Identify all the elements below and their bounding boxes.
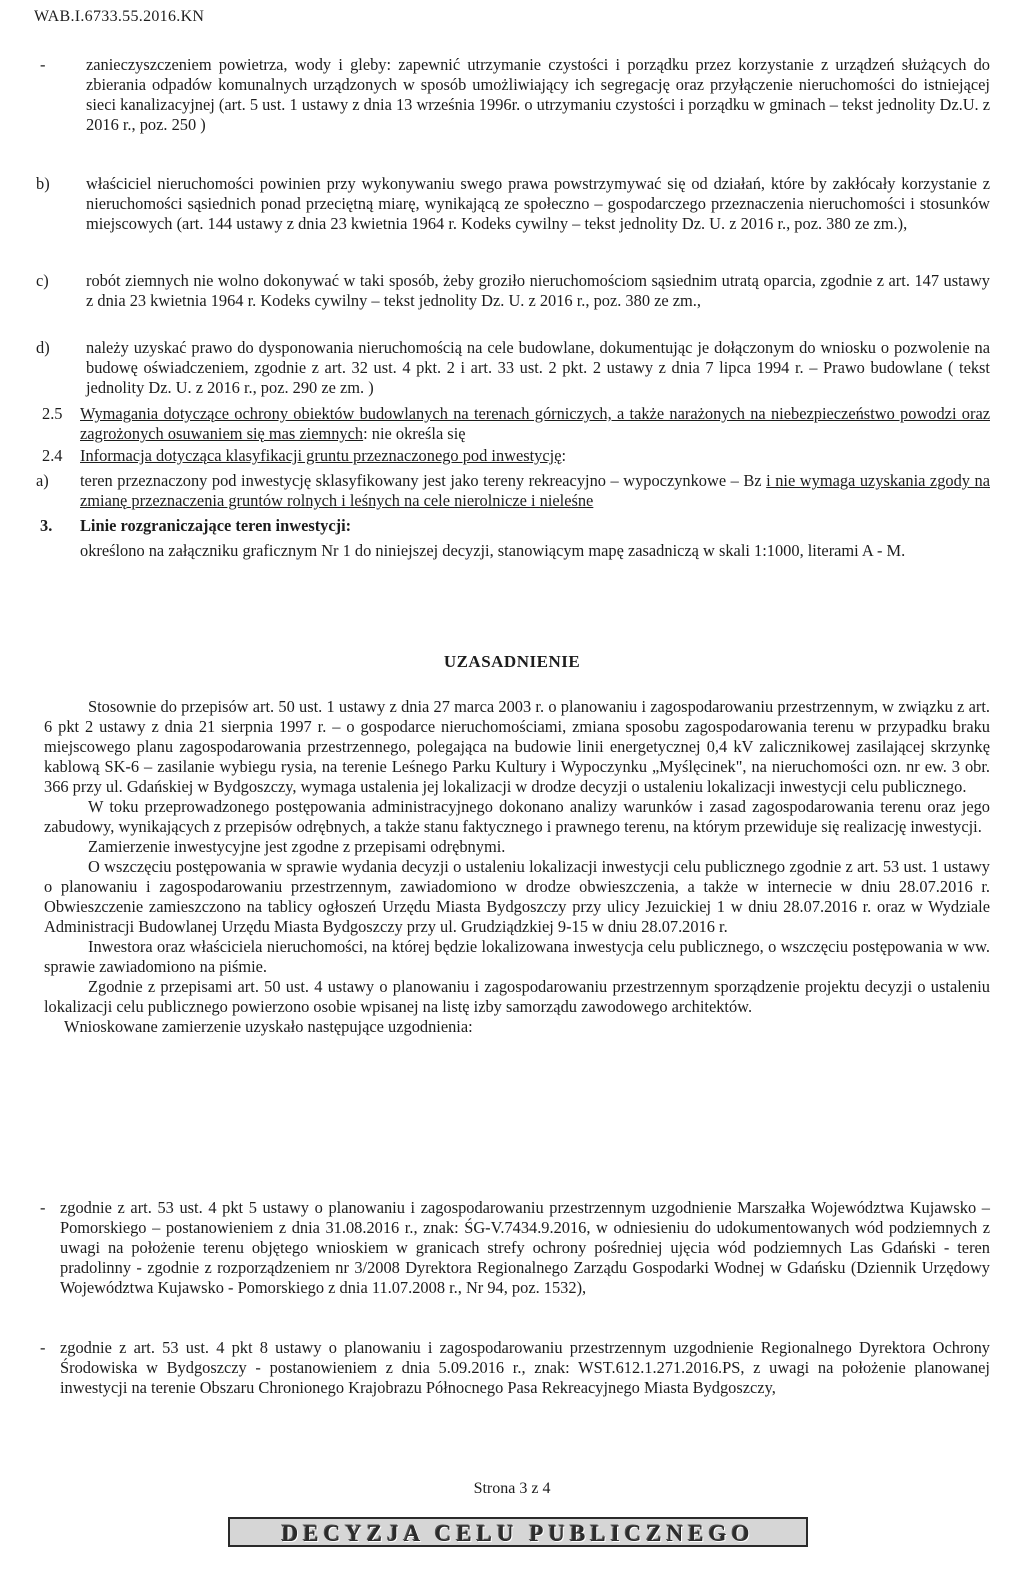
- item-b-marker: b): [36, 174, 50, 193]
- section-2-5-marker: 2.5: [42, 404, 63, 423]
- item-d-text: należy uzyskać prawo do dysponowania nieruchomością na cele budowlane, dokumentując je dołączonym do wniosku o pozwolenie na budowę oświadczeniem, zgodnie z art. 32 ust. 4 pkt. 2 i art. 33 ust. 2 pkt. 2 ustawy z dnia 7 lipca 1994 r. – Prawo budowlane ( tekst jednolity Dz. U. z 2016 r., poz. 290 ze zm. ): [86, 338, 990, 397]
- document-reference: WAB.I.6733.55.2016.KN: [34, 8, 205, 25]
- item-a: [80, 471, 990, 511]
- section-2-4-title: Informacja dotycząca klasyfikacji gruntu przeznaczonego pod inwestycję: [80, 446, 562, 465]
- justification-paragraph-5: Inwestora oraz właściciela nieruchomości, na której będzie lokalizowana inwestycja celu publicznego, o wszczęciu postępowania w ww. sprawie zawiadomiono na piśmie.: [44, 937, 990, 976]
- justification-paragraph-6: Zgodnie z przepisami art. 50 ust. 4 ustawy o planowaniu i zagospodarowaniu przestrzennym sporządzenie projektu decyzji o ustaleniu lokalizacji celu publicznego powierzono osobie wpisanej na listę izby samorządu zawodowego architektów.: [44, 977, 990, 1016]
- section-2-5-title: Wymagania dotyczące ochrony obiektów budowlanych na terenach górniczych, a także narażonych na niebezpieczeństwo powodzi oraz zagrożonych osuwaniem się mas ziemnych: [80, 404, 990, 443]
- dash-marker: -: [40, 55, 46, 74]
- section-2-4: [80, 446, 990, 466]
- section-2-5-value: : nie określa się: [363, 424, 466, 443]
- section-3-text: określono na załączniku graficznym Nr 1 do niniejszej decyzji, stanowiącym mapę zasadniczą w skali 1:1000, literami A - M.: [80, 541, 906, 560]
- item-a-underlined: i nie wymaga uzyskania zgody na zmianę przeznaczenia gruntów rolnych i leśnych na cele nierolnicze i nieleśne: [80, 471, 990, 510]
- waste-requirement-item: zanieczyszczeniem powietrza, wody i gleby: zapewnić utrzymanie czystości i porządku przez korzystanie z urządzeń służących do zbierania odpadów komunalnych urządzonych w sposób umożliwiający ich segregację oraz przyłączenie nieruchomości do istniejącej sieci kanalizacyjnej (art. 5 ust. 1 ustawy z dnia 13 września 1996r. o utrzymaniu czystości i porządku w gminach – tekst jednolity Dz.U. z 2016 r., poz. 250 ): [86, 55, 990, 134]
- justification-body: [44, 697, 990, 1037]
- justification-paragraph-4: O wszczęciu postępowania w sprawie wydania decyzji o ustaleniu lokalizacji inwestycji celu publicznego zgodnie z art. 53 ust. 1 ustawy o planowaniu i zagospodarowaniu przestrzennym, zawiadomiono w drodze obwieszczenia, a także w internecie w dniu 28.07.2016 r. Obwieszczenie zamieszczono na tablicy ogłoszeń Urzędu Miasta Bydgoszczy przy ulicy Jezuickiej 1 w dniu 28.07.2016 r. oraz w Wydziale Administracji Budowlanej Urzędu Miasta Bydgoszczy przy ul. Grudziądzkiej 9-15 w dniu 28.07.2016 r.: [44, 857, 990, 936]
- section-2-4-colon: :: [561, 446, 567, 465]
- section-2-4-marker: 2.4: [42, 446, 63, 465]
- item-a-marker: a): [36, 471, 49, 490]
- item-a-text: teren przeznaczony pod inwestycję sklasyfikowany jest jako tereny rekreacyjno – wypoczynkowe – Bz: [80, 471, 762, 490]
- section-3-title: Linie rozgraniczające teren inwestycji:: [80, 516, 352, 535]
- section-2-5: [80, 404, 990, 444]
- section-3-marker: 3.: [40, 516, 53, 535]
- page-number: Strona 3 z 4: [473, 1480, 551, 1497]
- agreement-2: zgodnie z art. 53 ust. 4 pkt 8 ustawy o planowaniu i zagospodarowaniu przestrzennym uzgodnienie Regionalnego Dyrektora Ochrony Środowiska w Bydgoszczy - postanowieniem z dnia 5.09.2016 r., znak: WST.612.1.271.2016.PS, z uwagi na położenie planowanej inwestycji na terenie Obszaru Chronionego Krajobrazu Północnego Pasa Rekreacyjnego Miasta Bydgoszczy,: [60, 1338, 990, 1397]
- agreement-1: zgodnie z art. 53 ust. 4 pkt 5 ustawy o planowaniu i zagospodarowaniu przestrzennym uzgodnienie Marszałka Województwa Kujawsko – Pomorskiego – postanowieniem z dnia 31.08.2016 r., znak: ŚG-V.7434.9.2016, w odniesieniu do udokumentowanych wód podziemnych z uwagi na położenie terenu objętego wnioskiem w granicach strefy ochrony pośredniej ujęcia wód podziemnych Las Gdański - teren pradolinny - zgodnie z rozporządzeniem nr 3/2008 Dyrektora Regionalnego Zarządu Gospodarki Wodnej w Gdańsku (Dziennik Urzędowy Województwa Kujawsko - Pomorskiego z dnia 11.07.2008 r., Nr 94, poz. 1532),: [60, 1198, 990, 1297]
- agreement-2-marker: -: [40, 1338, 46, 1357]
- justification-paragraph-3: Zamierzenie inwestycyjne jest zgodne z przepisami odrębnymi.: [88, 837, 506, 856]
- justification-paragraph-1: Stosownie do przepisów art. 50 ust. 1 ustawy z dnia 27 marca 2003 r. o planowaniu i zagospodarowaniu przestrzennym, w związku z art. 6 pkt 2 ustawy z dnia 21 sierpnia 1997 r. – o gospodarce nieruchomościami, zmiana sposobu zagospodarowania terenu w przypadku braku miejscowego planu zagospodarowania przestrzennego, polegająca na budowie linii energetycznej 0,4 kV zalicznikowej zasilającej skrzynkę kablową SK-6 – zasilanie wybiegu rysia, na terenie Leśnego Parku Kultury i Wypoczynku „Myślęcinek", na nieruchomości ozn. nr ew. 3 obr. 366 przy ul. Gdańskiej w Bydgoszczy, wymaga ustalenia jej lokalizacji w drodze decyzji o ustaleniu lokalizacji inwestycji celu publicznego.: [44, 697, 990, 796]
- agreements-intro: Wnioskowane zamierzenie uzyskało następujące uzgodnienia:: [64, 1017, 473, 1036]
- item-b-text: właściciel nieruchomości powinien przy wykonywaniu swego prawa powstrzymywać się od działań, które by zakłócały korzystanie z nieruchomości sąsiednich ponad przeciętną miarę, wynikającą ze społeczno – gospodarczego przeznaczenia nieruchomości i stosunków miejscowych (art. 144 ustawy z dnia 23 kwietnia 1964 r. Kodeks cywilny – tekst jednolity Dz. U. z 2016 r., poz. 380 ze zm.),: [86, 174, 990, 233]
- decision-stamp: DECYZJA CELU PUBLICZNEGO: [228, 1517, 808, 1547]
- justification-paragraph-2: W toku przeprowadzonego postępowania administracyjnego dokonano analizy warunków i zasad zagospodarowania terenu oraz jego zabudowy, wynikających z przepisów odrębnych, a także stanu faktycznego i prawnego terenu, na którym przewiduje się realizację inwestycji.: [44, 797, 990, 836]
- item-d-marker: d): [36, 338, 50, 357]
- agreement-1-marker: -: [40, 1198, 46, 1217]
- item-c-marker: c): [36, 271, 49, 290]
- justification-heading: UZASADNIENIE: [443, 652, 581, 671]
- item-c-text: robót ziemnych nie wolno dokonywać w taki sposób, żeby groziło nieruchomościom sąsiednim utratą oparcia, zgodnie z art. 147 ustawy z dnia 23 kwietnia 1964 r. Kodeks cywilny – tekst jednolity Dz. U. z 2016 r., poz. 380 ze zm.,: [86, 271, 990, 310]
